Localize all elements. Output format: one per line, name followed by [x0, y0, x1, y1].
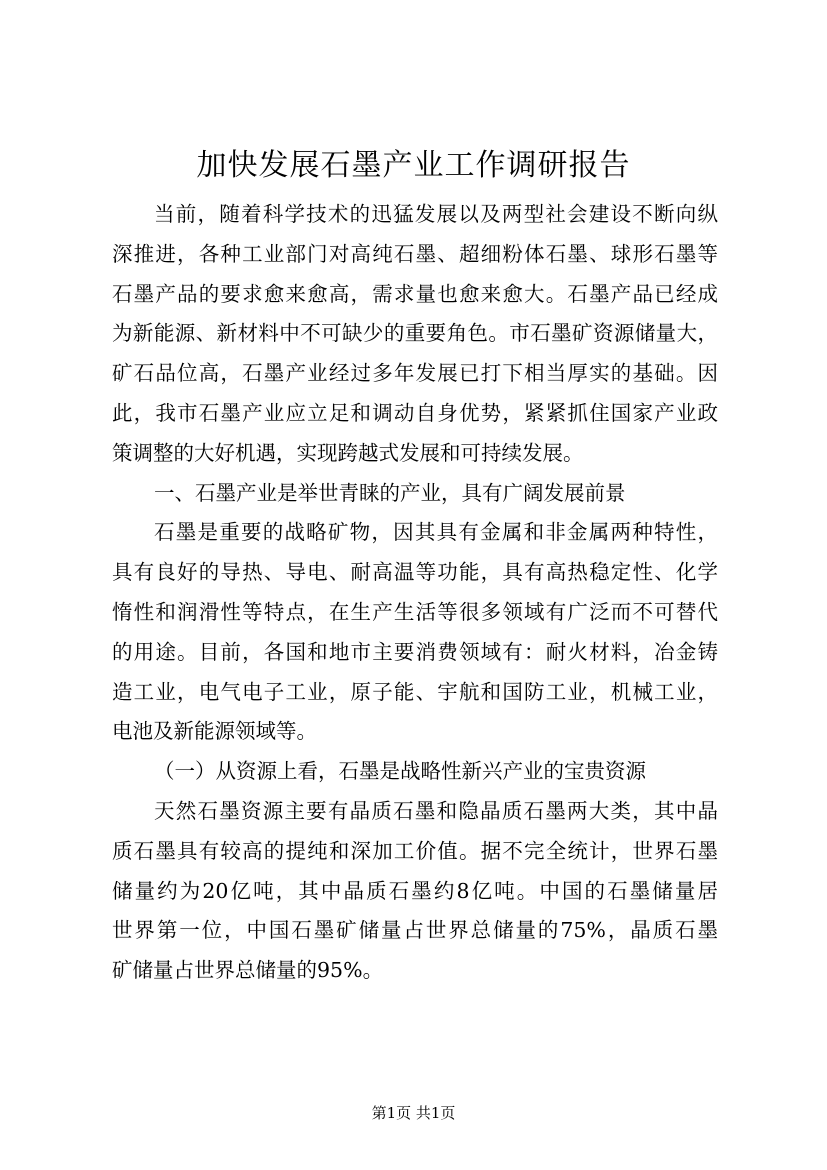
paragraph-line: 具有良好的导热、导电、耐高温等功能，具有高热稳定性、化学: [112, 560, 718, 585]
paragraph-line: 矿石品位高，石墨产业经过多年发展已打下相当厚实的基础。因: [112, 361, 718, 386]
paragraph-line: 此，我市石墨产业应立足和调动自身优势，紧紧抓住国家产业政: [112, 400, 718, 425]
paragraph-line: 石墨是重要的战略矿物，因其具有金属和非金属两种特性，: [154, 520, 718, 545]
section-heading: 一、石墨产业是举世青睐的产业，具有广阔发展前景: [154, 480, 626, 505]
document-title: 加快发展石墨产业工作调研报告: [196, 148, 631, 183]
paragraph-line: 为新能源、新材料中不可缺少的重要角色。市石墨矿资源储量大，: [112, 321, 718, 346]
paragraph-line: 当前，随着科学技术的迅猛发展以及两型社会建设不断向纵: [154, 202, 718, 226]
page-footer: 第1页 共1页: [371, 1104, 456, 1122]
paragraph-line: 石墨产品的要求愈来愈高，需求量也愈来愈大。石墨产品已经成: [112, 281, 718, 306]
paragraph-line: 世界第一位，中国石墨矿储量占世界总储量的75%，晶质石墨: [112, 918, 718, 943]
paragraph-line: 策调整的大好机遇，实现跨越式发展和可持续发展。: [112, 440, 584, 465]
paragraph-line: 电池及新能源领域等。: [112, 719, 317, 744]
paragraph-line: 天然石墨资源主要有晶质石墨和隐晶质石墨两大类，其中晶: [154, 798, 718, 823]
paragraph-line: 质石墨具有较高的提纯和深加工价值。据不完全统计，世界石墨: [112, 838, 718, 863]
paragraph-line: 矿储量占世界总储量的95%。: [112, 958, 384, 983]
paragraph-line: 惰性和润滑性等特点，在生产生活等很多领域有广泛而不可替代: [112, 599, 718, 624]
document-body: [112, 195, 718, 991]
paragraph-line: 的用途。目前，各国和地市主要消费领域有：耐火材料，冶金铸: [112, 639, 718, 664]
subsection-heading: （一）从资源上看，石墨是战略性新兴产业的宝贵资源: [154, 759, 646, 784]
paragraph-line: 造工业，电气电子工业，原子能、宇航和国防工业，机械工业，: [112, 679, 718, 704]
paragraph-line: 深推进，各种工业部门对高纯石墨、超细粉体石墨、球形石墨等: [112, 241, 718, 266]
paragraph-line: 储量约为20亿吨，其中晶质石墨约8亿吨。中国的石墨储量居: [112, 878, 718, 903]
